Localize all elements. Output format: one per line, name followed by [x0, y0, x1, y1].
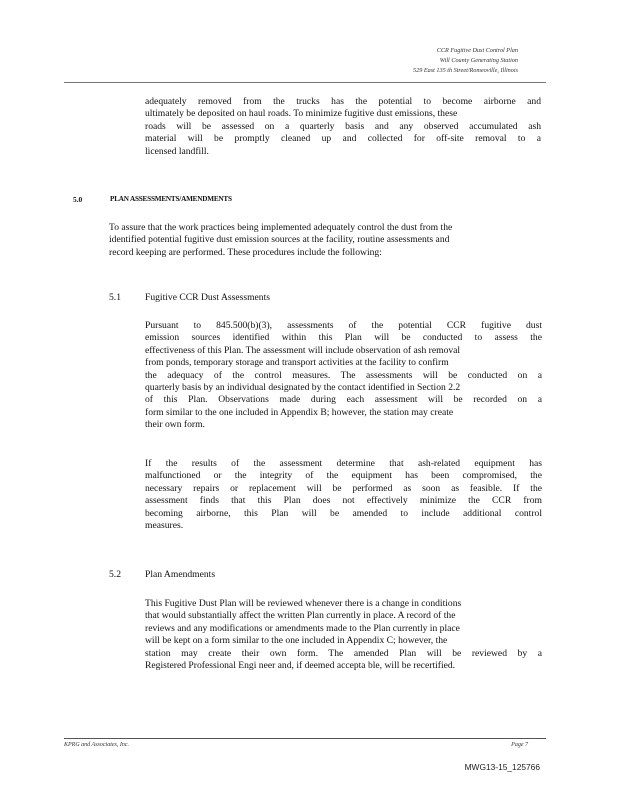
paragraph-line: Pursuant to 845.500(b)(3), assessments of the potential CCR fugitive dust	[145, 320, 542, 331]
section5-2-paragraph	[145, 598, 542, 672]
paragraph-line: assessment finds that this Plan does not effectively minimize the CCR from	[145, 495, 542, 507]
paragraph-line: station may create their own form. The amended Plan will be reviewed by a	[145, 647, 542, 659]
page-header	[413, 46, 518, 76]
paragraph-line: their own form.	[145, 419, 205, 431]
paragraph-line: roads will be assessed on a quarterly basis and any observed accumulated ash	[145, 120, 541, 132]
paragraph-line: becoming airborne, this Plan will be amended to include additional control	[145, 507, 542, 519]
paragraph-line: of this Plan. Observations made during each assessment will be recorded on a	[145, 394, 542, 406]
section5-1-paragraph-1	[145, 320, 542, 432]
section5-paragraph	[109, 222, 549, 259]
paragraph-line: reviews and any modifications or amendments made to the Plan currently in place	[145, 622, 460, 634]
paragraph-line: ultimately be deposited on haul roads. To minimize fugitive dust emissions, these	[145, 108, 458, 120]
paragraph-line: quarterly basis by an individual designated by the contact identified in Section 2.2	[145, 382, 461, 394]
paragraph-line: If the results of the assessment determine that ash-related equipment has	[145, 458, 542, 469]
intro-paragraph	[145, 96, 541, 158]
subsection-number: 5.1	[109, 292, 121, 303]
section-number: 5.0	[73, 195, 83, 204]
header-title: CCR Fugitive Dust Control Plan	[436, 47, 518, 54]
header-station: Will County Generating Station	[439, 57, 518, 64]
footer-page-number: Page 7	[511, 742, 528, 748]
paragraph-line: malfunctioned or the integrity of the equipment has been compromised, the	[145, 470, 542, 482]
paragraph-line: the adequacy of the control measures. The assessments will be conducted on a	[145, 369, 542, 381]
paragraph-line: This Fugitive Dust Plan will be reviewed whenever there is a change in conditions	[145, 598, 462, 609]
header-address: 529 East 135 th Street/Romeoville, Illinois	[413, 67, 518, 74]
header-rule	[64, 82, 546, 83]
paragraph-line: that would substantially affect the written Plan currently in place. A record of the	[145, 610, 456, 622]
subsection-title: Fugitive CCR Dust Assessments	[145, 292, 271, 303]
paragraph-line: from ponds, temporary storage and transport activities at the facility to confirm	[145, 357, 449, 369]
footer-rule	[64, 738, 546, 739]
paragraph-line: necessary repairs or replacement will be performed as soon as feasible. If the	[145, 482, 542, 494]
paragraph-line: licensed landfill.	[145, 145, 209, 157]
paragraph-line: record keeping are performed. These procedures include the following:	[109, 246, 382, 258]
paragraph-line: effectiveness of this Plan. The assessment will include observation of ash removal	[145, 344, 461, 356]
subsection-title: Plan Amendments	[145, 569, 216, 580]
paragraph-line: will be kept on a form similar to the one included in Appendix C; however, the	[145, 635, 448, 647]
paragraph-line: Registered Professional Engi neer and, if deemed accepta ble, will be recertified.	[145, 660, 456, 672]
section-title: PLAN ASSESSMENTS/AMENDMENTS	[110, 195, 232, 203]
paragraph-line: To assure that the work practices being implemented adequately control the dust from the	[109, 222, 453, 233]
footer-company: KPRG and Associates, Inc.	[64, 742, 130, 748]
subsection-number: 5.2	[109, 569, 121, 580]
paragraph-line: material will be promptly cleaned up and collected for off-site removal to a	[145, 133, 541, 145]
document-id-stamp: MWG13-15_125766	[464, 762, 540, 772]
paragraph-line: identified potential fugitive dust emission sources at the facility, routine assessments and	[109, 234, 450, 246]
paragraph-line: form similar to the one included in Appendix B; however, the station may create	[145, 406, 454, 418]
paragraph-line: adequately removed from the trucks has the potential to become airborne and	[145, 96, 541, 107]
paragraph-line: emission sources identified within this Plan will be conducted to assess the	[145, 332, 542, 344]
section5-1-paragraph-2	[145, 458, 542, 532]
paragraph-line: measures.	[145, 520, 184, 532]
